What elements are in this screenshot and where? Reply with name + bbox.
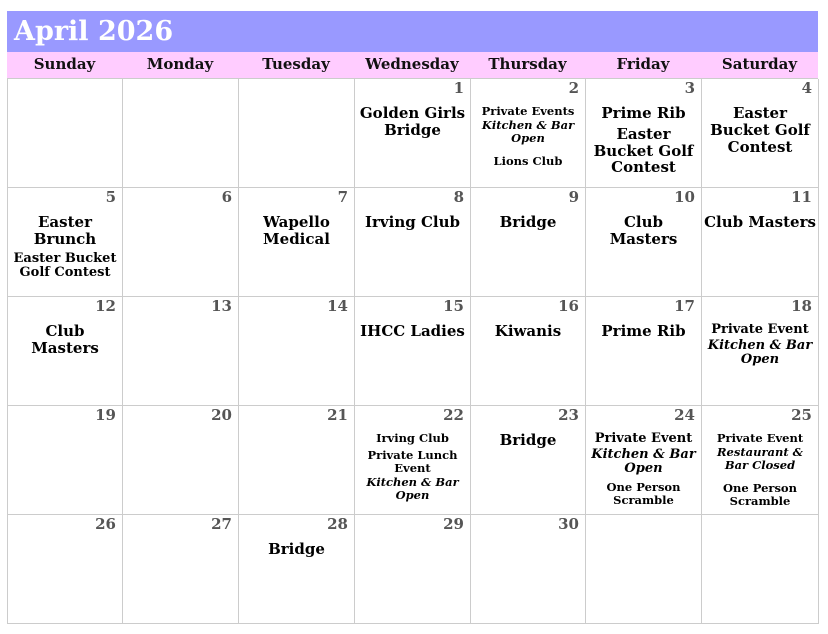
event-list: [588, 105, 699, 180]
event-item: Prime Rib: [601, 104, 686, 122]
event-item: Kitchen & Bar Open: [591, 446, 696, 477]
event-list: [704, 214, 816, 235]
event-item: Private Event: [711, 322, 809, 337]
day-cell-2[interactable]: [471, 79, 586, 188]
event-list: [704, 323, 816, 372]
event-item: Club Masters: [31, 322, 99, 357]
day-number: 10: [674, 188, 695, 206]
day-cell-23[interactable]: [471, 406, 586, 515]
day-number: 22: [443, 406, 464, 424]
day-cell-7[interactable]: [239, 188, 355, 297]
event-item: Bridge: [268, 540, 325, 558]
day-number: 17: [674, 297, 695, 315]
event-list: [241, 214, 352, 252]
day-cell-11[interactable]: [702, 188, 819, 297]
event-item: Private Events: [481, 104, 575, 118]
day-number: 29: [443, 515, 464, 533]
event-item: Restaurant & Bar Closed: [716, 444, 804, 472]
day-number: 9: [568, 188, 579, 206]
day-number: 7: [337, 188, 348, 206]
day-number: 15: [443, 297, 464, 315]
day-cell-empty[interactable]: [123, 79, 239, 188]
event-item: Lions Club: [493, 153, 563, 168]
day-cell-8[interactable]: [355, 188, 471, 297]
event-list: [473, 105, 583, 172]
day-cell-25[interactable]: [702, 406, 819, 515]
event-item: Kitchen & Bar Open: [481, 117, 575, 145]
event-item: Easter Bucket Golf Contest: [593, 124, 694, 177]
event-item: Kitchen & Bar Open: [707, 337, 813, 368]
day-number: 25: [791, 406, 812, 424]
event-list: [10, 214, 120, 285]
weekday-tuesday: Tuesday: [262, 55, 330, 73]
event-list: [588, 432, 699, 510]
event-item: Kiwanis: [494, 322, 562, 340]
event-list: [357, 432, 468, 505]
event-item: Prime Rib: [601, 322, 686, 340]
day-number: 3: [684, 79, 695, 97]
day-number: 14: [327, 297, 348, 315]
weekday-monday: Monday: [146, 55, 214, 73]
day-number: 19: [95, 406, 116, 424]
event-list: [357, 214, 468, 235]
event-item: Easter Brunch: [33, 213, 97, 248]
day-cell-18[interactable]: [702, 297, 819, 406]
day-number: 4: [801, 79, 812, 97]
event-list: [241, 541, 352, 562]
weekday-sunday: Sunday: [33, 55, 96, 73]
event-item: Irving Club: [365, 213, 460, 231]
day-cell-5[interactable]: [8, 188, 123, 297]
day-cell-24[interactable]: [586, 406, 702, 515]
day-number: 12: [95, 297, 116, 315]
weekday-saturday: Saturday: [721, 55, 798, 73]
weekday-header-row: [7, 52, 818, 79]
day-cell-29[interactable]: [355, 515, 471, 624]
event-item: Club Masters: [609, 213, 678, 248]
day-number: 6: [221, 188, 232, 206]
day-cell-17[interactable]: [586, 297, 702, 406]
event-item: Bridge: [499, 431, 557, 449]
day-number: 23: [558, 406, 579, 424]
event-list: [357, 105, 468, 143]
event-list: [704, 432, 816, 511]
event-item: Easter Bucket Golf Contest: [13, 250, 117, 281]
day-number: 2: [568, 79, 579, 97]
day-cell-9[interactable]: [471, 188, 586, 297]
day-number: 20: [211, 406, 232, 424]
event-item: Kitchen & Bar Open: [366, 474, 459, 502]
event-item: IHCC Ladies: [360, 322, 465, 340]
day-number: 13: [211, 297, 232, 315]
day-cell-empty[interactable]: [8, 79, 123, 188]
day-cell-12[interactable]: [8, 297, 123, 406]
day-number: 11: [791, 188, 812, 206]
day-number: 24: [674, 406, 695, 424]
event-list: [357, 323, 468, 344]
day-number: 5: [105, 188, 116, 206]
event-item: Golden Girls Bridge: [359, 104, 466, 139]
event-list: [588, 214, 699, 252]
day-cell-empty[interactable]: [702, 515, 819, 624]
weekday-wednesday: Wednesday: [365, 55, 459, 73]
event-item: One Person Scramble: [606, 479, 681, 507]
day-cell-empty[interactable]: [239, 79, 355, 188]
event-item: Irving Club: [376, 431, 449, 445]
day-number: 28: [327, 515, 348, 533]
day-cell-14[interactable]: [239, 297, 355, 406]
day-cell-28[interactable]: [239, 515, 355, 624]
event-list: [473, 323, 583, 344]
day-cell-empty[interactable]: [586, 515, 702, 624]
event-item: Club Masters: [704, 213, 816, 231]
day-cell-13[interactable]: [123, 297, 239, 406]
event-list: [704, 105, 816, 159]
event-item: Private Event: [594, 431, 693, 446]
day-number: 18: [791, 297, 812, 315]
event-list: [473, 214, 583, 235]
day-number: 30: [558, 515, 579, 533]
event-item: Bridge: [499, 213, 557, 231]
day-cell-30[interactable]: [471, 515, 586, 624]
day-number: 26: [95, 515, 116, 533]
day-cell-15[interactable]: [355, 297, 471, 406]
calendar-title: April 2026: [7, 11, 818, 52]
calendar: [7, 11, 818, 624]
day-cell-22[interactable]: [355, 406, 471, 515]
day-cell-6[interactable]: [123, 188, 239, 297]
event-list: [473, 432, 583, 453]
event-list: [588, 323, 699, 344]
event-item: Wapello Medical: [263, 213, 330, 248]
event-item: Private Lunch Event: [367, 447, 458, 475]
day-cell-21[interactable]: [239, 406, 355, 515]
event-list: [10, 323, 120, 361]
day-cell-19[interactable]: [8, 406, 123, 515]
day-number: 27: [211, 515, 232, 533]
day-number: 8: [453, 188, 464, 206]
weekday-friday: Friday: [616, 55, 670, 73]
day-cell-10[interactable]: [586, 188, 702, 297]
day-cell-27[interactable]: [123, 515, 239, 624]
day-cell-4[interactable]: [702, 79, 819, 188]
day-cell-16[interactable]: [471, 297, 586, 406]
day-cell-1[interactable]: [355, 79, 471, 188]
calendar-grid: [7, 79, 818, 624]
day-cell-3[interactable]: [586, 79, 702, 188]
event-item: One Person Scramble: [723, 480, 797, 508]
day-cell-26[interactable]: [8, 515, 123, 624]
weekday-thursday: Thursday: [488, 55, 567, 73]
event-item: Easter Bucket Golf Contest: [710, 104, 810, 156]
day-number: 16: [558, 297, 579, 315]
day-number: 21: [327, 406, 348, 424]
day-cell-20[interactable]: [123, 406, 239, 515]
day-number: 1: [453, 79, 464, 97]
event-item: Private Event: [716, 431, 804, 445]
